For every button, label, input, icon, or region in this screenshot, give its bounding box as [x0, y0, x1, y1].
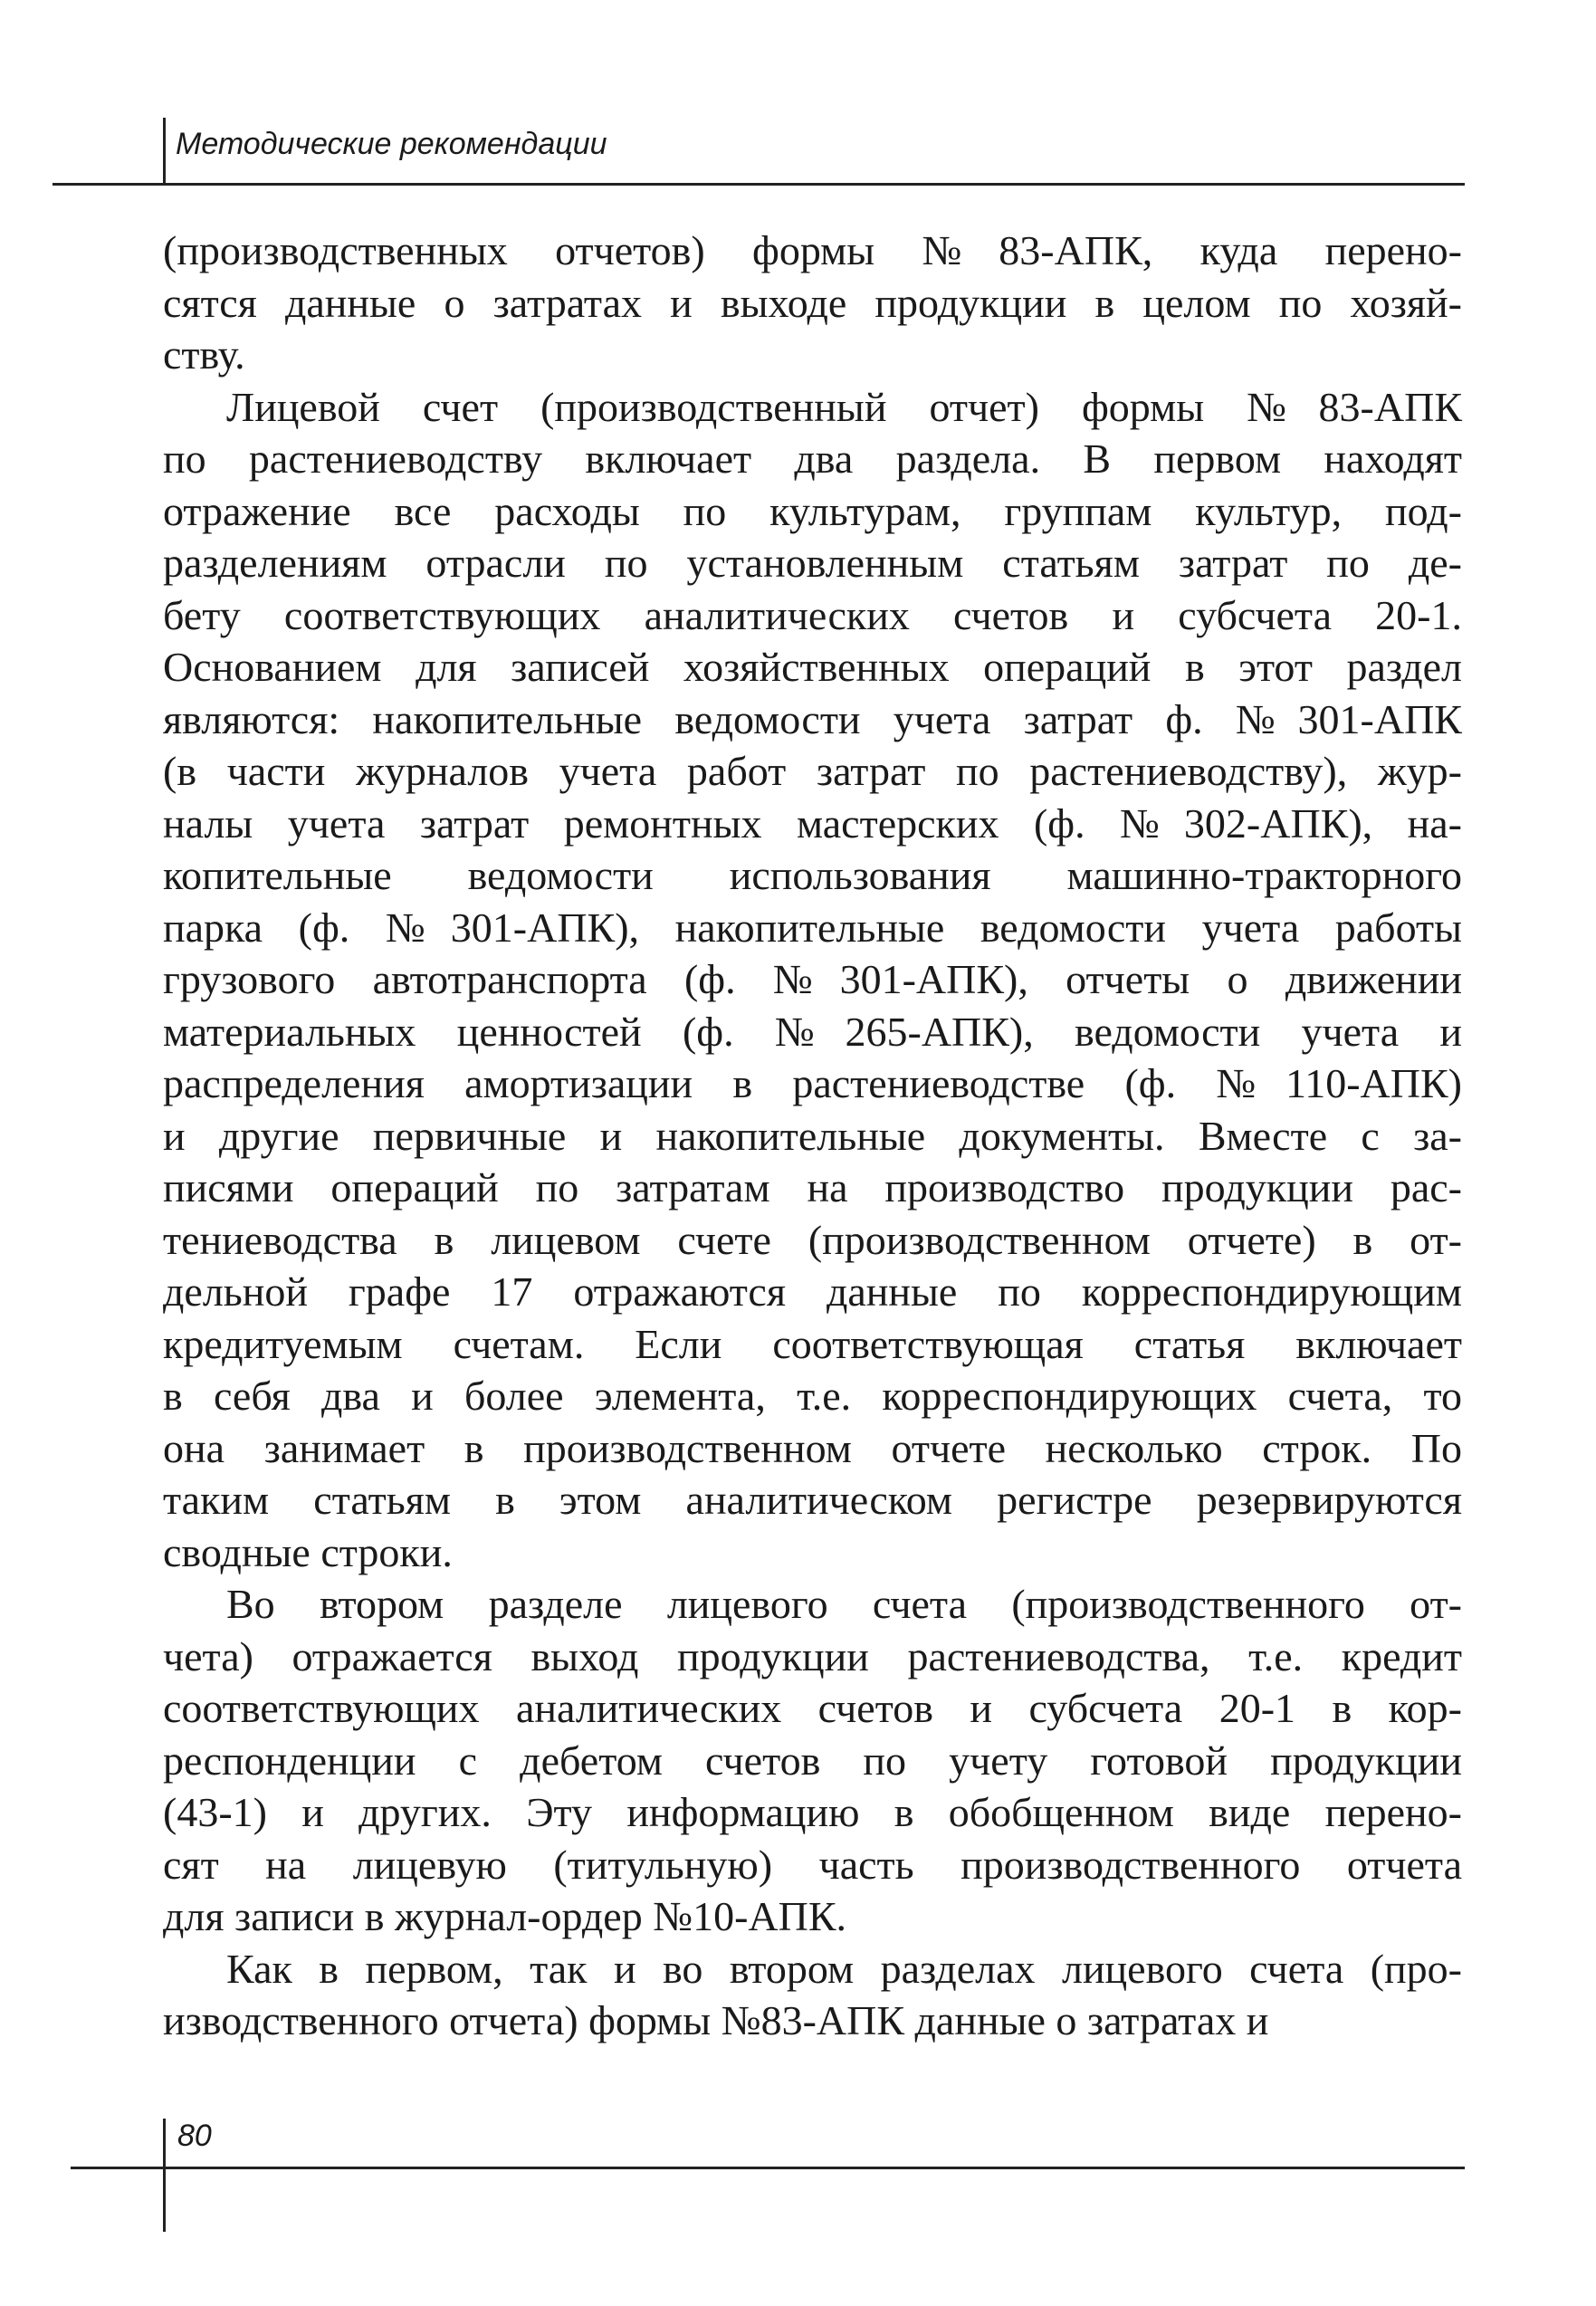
paragraph	[163, 225, 1462, 381]
text-line: Во втором разделе лицевого счета (производственного от-	[226, 1581, 1462, 1627]
footer-horizontal-rule	[71, 2167, 1465, 2169]
header-vertical-rule	[163, 118, 166, 186]
text-line: соответствующих аналитических счетов и субсчета 20-1 в кор-	[163, 1685, 1462, 1731]
text-line: сводные строки.	[163, 1528, 453, 1575]
text-line: респонденции с дебетом счетов по учету готовой продукции	[163, 1737, 1462, 1784]
text-line: тениеводства в лицевом счете (производственном отчете) в от-	[163, 1216, 1462, 1263]
text-line: сятся данные о затратах и выходе продукции в целом по хозяй-	[163, 279, 1462, 326]
text-line: для записи в журнал-ордер №10-АПК.	[163, 1893, 847, 1939]
text-line: чета) отражается выход продукции растениеводства, т.е. кредит	[163, 1632, 1462, 1679]
page-number: 80	[177, 2119, 212, 2153]
text-line: грузового автотранспорта (ф. №301-АПК), отчеты о движении	[163, 956, 1462, 1002]
paragraph	[163, 1943, 1462, 2047]
header-horizontal-rule	[53, 183, 1465, 186]
paragraph	[163, 1578, 1462, 1943]
text-line: сят на лицевую (титульную) часть производственного отчета	[163, 1841, 1462, 1888]
text-line: (производственных отчетов) формы №83-АПК, куда перено-	[163, 227, 1462, 273]
text-line: бету соответствующих аналитических счетов и субсчета 20-1.	[163, 591, 1462, 638]
text-line: отражение все расходы по культурам, группам культур, под-	[163, 487, 1462, 534]
text-line: изводственного отчета) формы №83-АПК данные о затратах и	[163, 1997, 1269, 2043]
text-line: она занимает в производственном отчете несколько строк. По	[163, 1424, 1462, 1471]
footer-vertical-rule	[163, 2119, 166, 2232]
text-line: парка (ф. №301-АПК), накопительные ведомости учета работы	[163, 904, 1462, 951]
text-line: распределения амортизации в растениеводстве (ф. №110-АПК)	[163, 1060, 1462, 1106]
text-line: Как в первом, так и во втором разделах лицевого счета (про-	[226, 1945, 1462, 1992]
text-line: кредитуемым счетам. Если соответствующая статья включает	[163, 1320, 1462, 1367]
paragraph	[163, 381, 1462, 1579]
text-line: Основанием для записей хозяйственных операций в этот раздел	[163, 644, 1462, 690]
text-line: Лицевой счет (производственный отчет) формы №83-АПК	[226, 383, 1462, 430]
text-line: копительные ведомости использования машинно-тракторного	[163, 852, 1462, 898]
text-line: (в части журналов учета работ затрат по растениеводству), жур-	[163, 748, 1462, 794]
text-line: разделениям отрасли по установленным статьям затрат по де-	[163, 540, 1462, 586]
text-line: являются: накопительные ведомости учета затрат ф. №301-АПК	[163, 695, 1462, 742]
text-line: налы учета затрат ремонтных мастерских (ф. №302-АПК), на-	[163, 799, 1462, 847]
text-line: таким статьям в этом аналитическом регистре резервируются	[163, 1477, 1462, 1523]
text-line: (43-1) и других. Эту информацию в обобщенном виде перено-	[163, 1789, 1462, 1835]
running-header-title: Методические рекомендации	[176, 127, 607, 161]
text-line: в себя два и более элемента, т.е. корреспондирующих счета, то	[163, 1373, 1462, 1419]
text-line: материальных ценностей (ф. №265-АПК), ведомости учета и	[163, 1008, 1462, 1055]
text-line: и другие первичные и накопительные документы. Вместе с за-	[163, 1112, 1462, 1159]
text-line: ству.	[163, 331, 245, 378]
text-line: писями операций по затратам на производство продукции рас-	[163, 1164, 1462, 1210]
text-line: по растениеводству включает два раздела. В первом находят	[163, 435, 1462, 482]
text-line: дельной графе 17 отражаются данные по корреспондирующим	[163, 1268, 1462, 1315]
body-text	[163, 225, 1462, 2047]
